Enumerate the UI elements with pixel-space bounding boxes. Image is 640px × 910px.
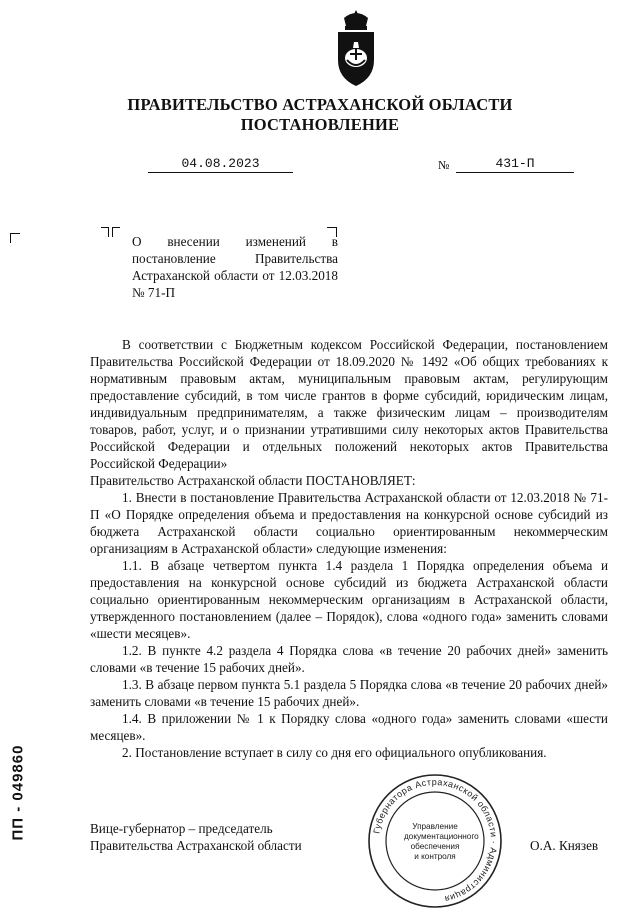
paragraph-1-3: 1.3. В абзаце первом пункта 5.1 раздела 5 Порядка слова «в течение 20 рабочих дней» заменить словами «в течение 15 рабочих дней».: [90, 677, 608, 709]
subject-corner-mark: [112, 227, 120, 237]
paragraph-2: 2. Постановление вступает в силу со дня его официального опубликования.: [122, 745, 547, 760]
subject-corner-mark: [101, 227, 109, 237]
stamp-ring-text: Губернатора Астраханской области · Администрация: [371, 776, 500, 905]
document-date: 04.08.2023: [148, 156, 293, 173]
document-subject: О внесении изменений в постановление Правительства Астраханской области от 12.03.2018 № 71-П: [132, 234, 338, 300]
coat-of-arms-icon: [330, 8, 382, 88]
document-number: 431-П: [456, 156, 574, 173]
margin-corner-mark: [10, 233, 20, 243]
stamp-line: и контроля: [414, 852, 456, 861]
paragraph-1-2: 1.2. В пункте 4.2 раздела 4 Порядка слова «в течение 20 рабочих дней» заменить словами «в течение 15 рабочих дней».: [90, 643, 608, 675]
paragraph-1-1: 1.1. В абзаце четвертом пункта 1.4 раздела 1 Порядка определения объема и предоставления на конкурсной основе субсидий из бюджета Астраханской области социально ориентированным некоммерческим организациям в Астраханской области, утвержденного постановлением (далее – Порядок), слова «одного года» заменить словами «шести месяцев».: [90, 558, 608, 641]
signatory-role: [90, 820, 302, 854]
paragraph-1-4: 1.4. В приложении № 1 к Порядку слова «одного года» заменить словами «шести месяцев».: [90, 711, 608, 743]
archive-number-text: ПП - 049860: [9, 744, 27, 841]
signatory-role-line: Вице-губернатор – председатель: [90, 821, 273, 836]
stamp-center-text: [404, 822, 479, 862]
stamp-line: документационного: [404, 832, 479, 841]
stamp-line: обеспечения: [410, 842, 460, 851]
paragraph-1: 1. Внести в постановление Правительства Астраханской области от 12.03.2018 № 71-П «О Порядке определения объема и предоставления на конкурсной основе субсидий из бюджета Астраханской области социально ориентированным некоммерческим организациям в Астраханской области» следующие изменения:: [90, 490, 608, 556]
number-label: №: [438, 158, 450, 172]
archive-number: [8, 738, 28, 850]
signatory-role-line: Правительства Астраханской области: [90, 838, 302, 853]
resolution-line: Правительство Астраханской области ПОСТАНОВЛЯЕТ:: [90, 473, 416, 488]
government-title: ПРАВИТЕЛЬСТВО АСТРАХАНСКОЙ ОБЛАСТИ: [127, 95, 513, 114]
signatory-name: О.А. Князев: [530, 838, 599, 853]
document-type: ПОСТАНОВЛЕНИЕ: [240, 115, 400, 134]
preamble-paragraph: В соответствии с Бюджетным кодексом Российской Федерации, постановлением Правительства Российской Федерации от 18.09.2020 № 1492 «Об общих требованиях к нормативным правовым актам, муниципальным правовым актам, регулирующим предоставление субсидий, в том числе грантов в форме субсидий, юридическим лицам, индивидуальным предпринимателям, а также физическим лицам – производителям товаров, работ, услуг, и о признании утратившими силу некоторых актов Правительства Российской Федерации и отдельных положений некоторых актов Правительства Российской Федерации»: [90, 337, 608, 471]
document-body: [90, 336, 608, 761]
stamp-line: Управление: [412, 822, 458, 831]
